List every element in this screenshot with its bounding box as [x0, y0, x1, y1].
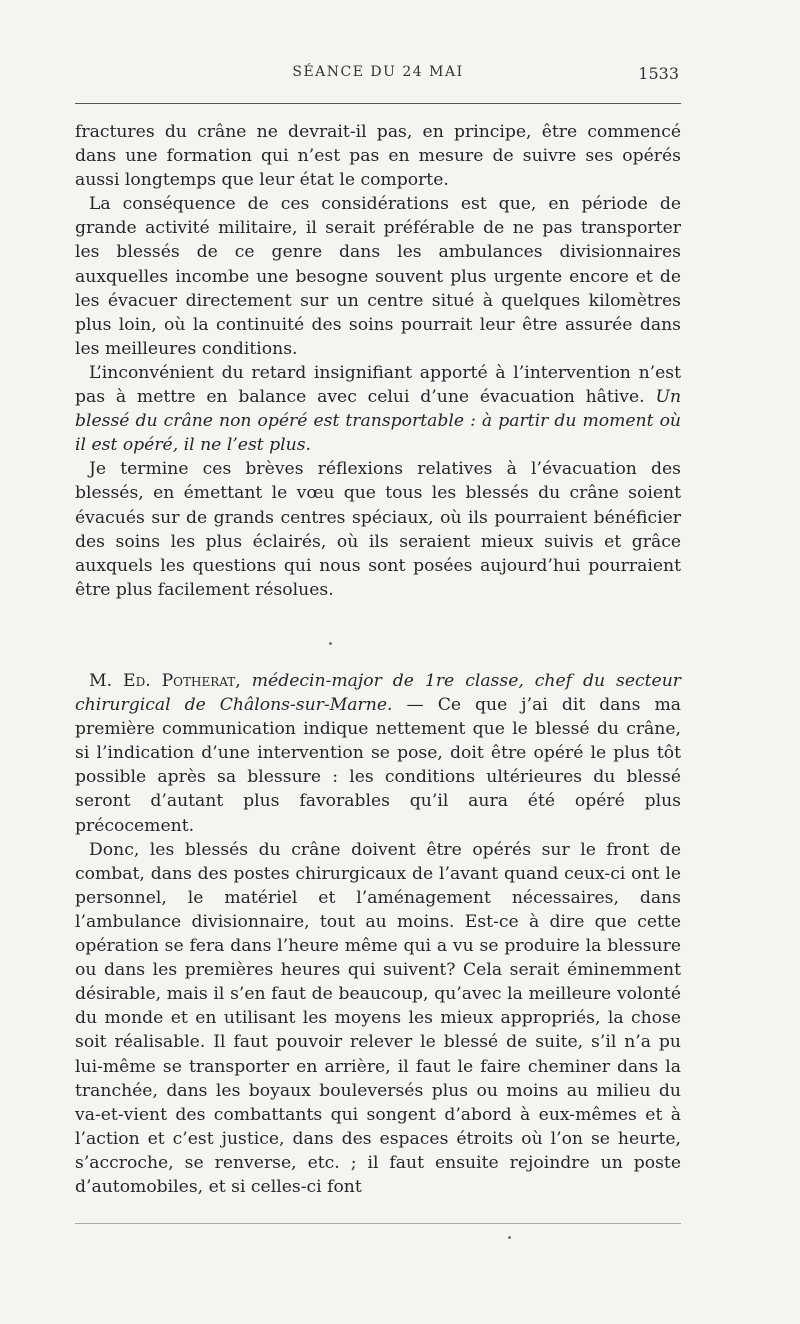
paragraph-consequence: La conséquence de ces considérations est que, en période de grande activité militaire, il serait préférable de ne pas transporter les blessés de ce genre dans les ambulances divisionnaires auxquelles incombe une besogne souvent plus urgente encore et de les évacuer directement sur un centre situé à quelques kilomètres plus loin, où la continuité des soins pourrait leur être assurée dans les meilleures conditions.: [75, 194, 681, 359]
italic-statement: Un blessé du crâne non opéré est transportable : à partir du moment où il est opéré, il ne l’est plus.: [75, 387, 682, 456]
paragraph-speaker-intro: [75, 669, 681, 838]
section-evacuation-text: [75, 120, 681, 602]
section-potherat: [75, 669, 681, 1199]
paragraph-conclusion: Je termine ces brèves réflexions relatives à l’évacuation des blessés, en émettant le vœu que tous les blessés du crâne soient évacués sur de grands centres spéciaux, où ils pourraient bénéficier des soins les plus éclairés, où ils seraient mieux suivis et grâce auxquels les questions qui nous sont posées aujourd’hui pourraient être plus facilement résolues.: [75, 459, 681, 600]
header-rule: [75, 103, 681, 104]
running-head: SÉANCE DU 24 MAI: [292, 64, 464, 80]
paragraph-donc: Donc, les blessés du crâne doivent être opérés sur le front de combat, dans des postes chirurgicaux de l’avant quand ceux-ci ont le personnel, le matériel et l’aménagement nécessaires, dans l’ambulance divisionnaire, tout au moins. Est-ce à dire que cette opération se fera dans l’heure même qui a vu se produire la blessure ou dans les premières heures qui suivent? Cela serait éminemment désirable, mais il s’en faut de beaucoup, qu’avec la meilleure volonté du monde et en utilisant les moyens les mieux appropriés, la chose soit réalisable. Il faut pouvoir relever le blessé de suite, s’il n’a pu lui-même se transporter en arrière, il faut le faire cheminer dans la tranchée, dans les boyaux bouleversés plus ou moins au milieu du va-et-vient des combattants qui songent d’abord à eux-mêmes et à l’action et c’est justice, dans des espaces étroits où l’on se heurte, s’accroche, se renverse, etc. ; il faut ensuite rejoindre un poste d’automobiles, et si celles-ci font: [75, 839, 681, 1197]
paragraph-inconvenient: [75, 361, 681, 457]
speaker-name: M. Ed. Potherat,: [89, 671, 241, 691]
page-header: [75, 64, 681, 88]
footer-dot: [508, 1236, 511, 1239]
speaker-statement: — Ce que j’ai dit dans ma première communication indique nettement que le blessé du crâne, si l’indication d’une intervention se pose, doit être opéré le plus tôt possible après sa blessure : les conditions ultérieures du blessé seront d’autant plus favorables qu’il aura été opéré plus précocement.: [75, 695, 681, 836]
center-dot: [329, 642, 332, 645]
paragraph-continuation: fractures du crâne ne devrait-il pas, en principe, être commencé dans une formation qui n’est pas en mesure de suivre ses opérés aussi longtemps que leur état le comporte.: [75, 122, 681, 191]
footer-rule: [75, 1223, 681, 1224]
inconvenient-text: L’inconvénient du retard insignifiant apporté à l’intervention n’est pas à mettre en balance avec celui d’une évacuation hâtive.: [75, 362, 681, 408]
page-number: 1533: [638, 64, 679, 83]
speaker-title: médecin-major de 1re classe, chef du secteur chirurgical de Châlons-sur-Marne.: [75, 671, 681, 716]
